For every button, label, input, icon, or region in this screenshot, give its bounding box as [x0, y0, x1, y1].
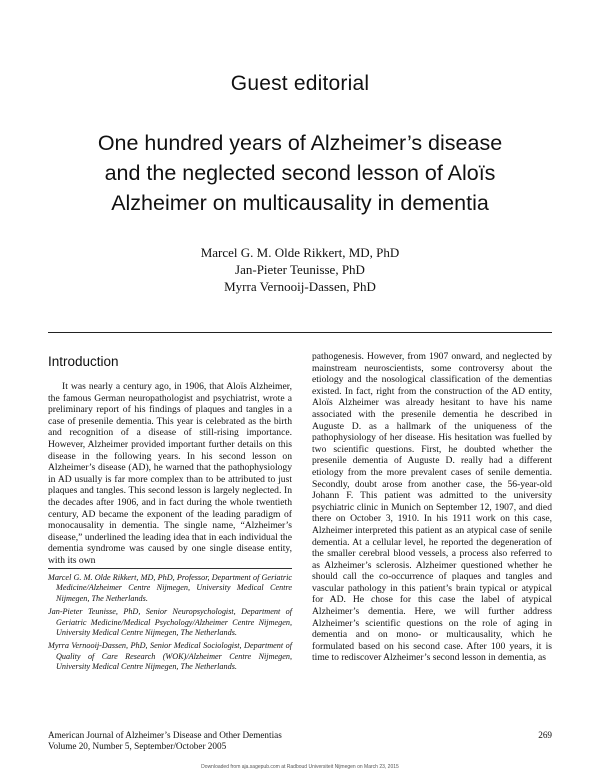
- download-prefix: Downloaded from: [201, 764, 241, 770]
- page-number: 269: [538, 730, 552, 740]
- download-suffix: at Radboud Universiteit Nijmegen on March 23, 2015: [281, 764, 399, 770]
- journal-name: American Journal of Alzheimer’s Disease and Other Dementias: [48, 730, 282, 740]
- author-name: Marcel G. M. Olde Rikkert, MD, PhD: [200, 245, 400, 260]
- section-divider: [48, 332, 552, 333]
- author-name: Jan-Pieter Teunisse, PhD: [235, 262, 365, 277]
- article-title-line: and the neglected second lesson of Aloïs: [104, 161, 496, 185]
- footnote-divider: [48, 568, 292, 569]
- affiliation-note: Myrra Vernooij-Dassen, PhD, Senior Medical Sociologist, Department of Quality of Care Research (WOK)/Alzheimer Centre Nijmegen, University Medical Centre Nijmegen, The Netherlands.: [48, 641, 292, 672]
- journal-info: [48, 730, 282, 752]
- affiliation-note: Jan-Pieter Teunisse, PhD, Senior Neuropsychologist, Department of Geriatric Medicine/Medical Psychology/Alzheimer Centre Nijmegen, University Medical Centre Nijmegen, The Netherlands.: [48, 607, 292, 638]
- intro-heading: Introduction: [48, 354, 119, 369]
- author-affiliations: [48, 573, 292, 676]
- body-paragraph: pathogenesis. However, from 1907 onward, and neglected by mainstream neuroscientists, some controversy about the etiology and the nosological classification of the dementias existed. In fact, right from the construction of the AD entity, Aloïs Alzheimer was already hesitant to have his name associated with the presenile dementia he described in Auguste D. as a hallmark of the uniqueness of the pathophysiology of her disease. His hesitation was fuelled by two scientific questions. First, he doubted whether the presenile dementia of Auguste D. really had a different etiology from the more prevalent cases of senile dementia. Secondly, doubt arose from another case, the 56-year-old Johann F. This patient was admitted to the university psychiatric clinic in Munich on September 12, 1907, and died there on October 3, 1910. In his 1911 work on this case, Alzheimer interpreted this patient as an atypical case of senile dementia. At a cellular level, he reported the degeneration of the smaller cerebral blood vessels, a process also referred to as Alzheimer’s sclerosis. Alzheimer questioned whether he should call the co-occurrence of plaques and tangles and vascular pathology in this patient’s brain typical or atypical for AD. He chose for this case the label of atypical Alzheimer’s dementia. Here, we will further address Alzheimer’s scientific questions on the role of aging in dementia and on mono- or multicausality, which he formulated based on his second case. After 100 years, it is time to rediscover Alzheimer’s second lesson in dementia, as: [312, 351, 552, 664]
- journal-issue: Volume 20, Number 5, September/October 2005: [48, 741, 227, 751]
- right-column: [312, 351, 552, 664]
- affiliation-note: Marcel G. M. Olde Rikkert, MD, PhD, Professor, Department of Geriatric Medicine/Alzheimer Centre Nijmegen, University Medical Centre Nijmegen, The Netherlands.: [48, 573, 292, 603]
- article-title-line: Alzheimer on multicausality in dementia: [111, 191, 489, 215]
- author-name: Myrra Vernooij-Dassen, PhD: [224, 279, 376, 294]
- download-site-link[interactable]: aja.sagepub.com: [241, 764, 280, 770]
- author-list: [0, 244, 600, 295]
- section-label: Guest editorial: [230, 72, 370, 95]
- article-title: [40, 128, 560, 218]
- left-column: [48, 354, 292, 567]
- article-title-line: One hundred years of Alzheimer’s disease: [97, 131, 503, 155]
- body-paragraph: It was nearly a century ago, in 1906, that Aloïs Alzheimer, the famous German neuropathologist and psychiatrist, wrote a preliminary report of his findings of plaques and tangles in a case of presenile dementia. This year is celebrated as the birth and recognition of a disease of still-rising importance. However, Alzheimer provided important further details on this disease in the following years. In his second lesson on Alzheimer’s disease (AD), he warned that the pathophysiology in AD usually is far more complex than to be attributed to just plaques and tangles. This second lesson is largely neglected. In the decades after 1906, and in fact during the whole twentieth century, AD became the exponent of the leading paradigm of monocausality in dementia. The single name, “Alzheimer’s disease,” underlined the leading idea that in each individual the dementia syndrome was caused by one single disease entity, with its own: [48, 381, 292, 566]
- download-notice: [0, 764, 600, 770]
